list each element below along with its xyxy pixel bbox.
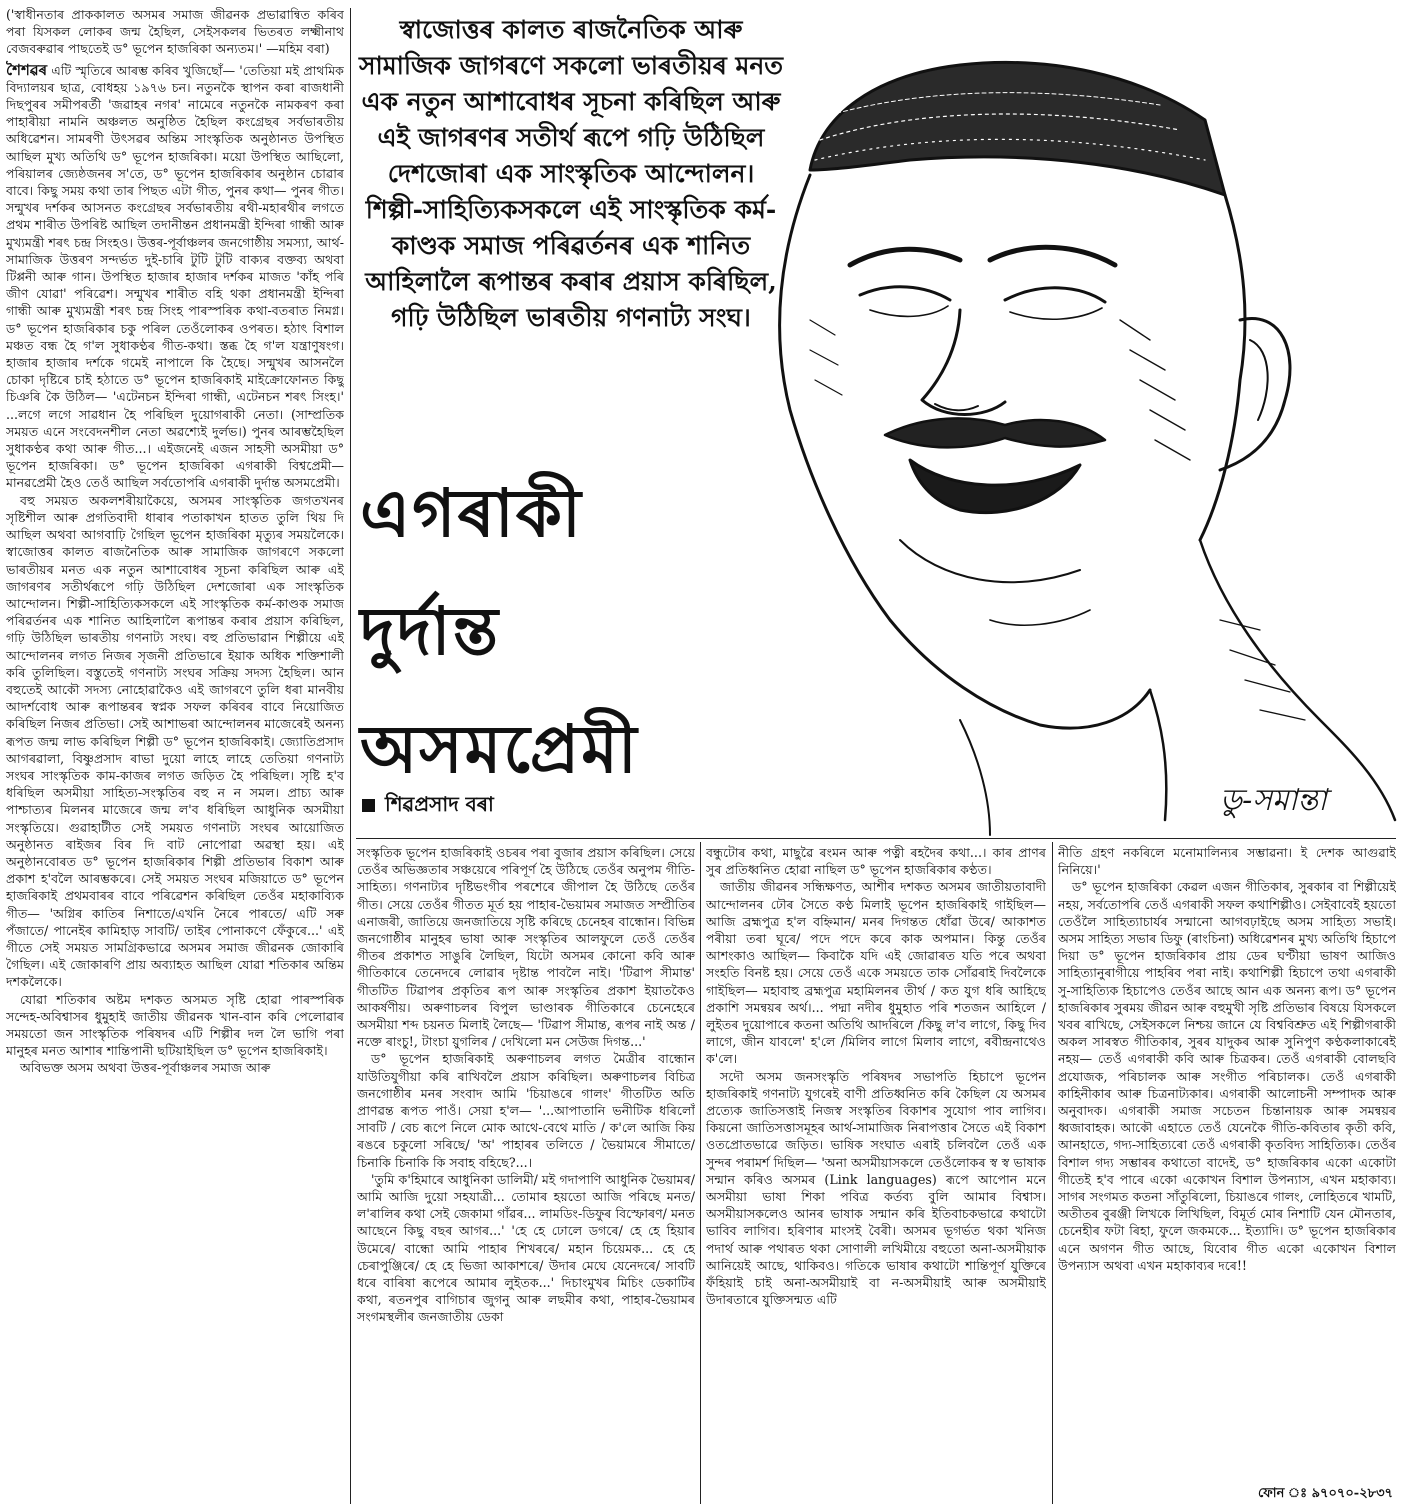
column-rule	[350, 8, 351, 1504]
artist-signature: ডু-সমান্তা	[1220, 783, 1327, 818]
paragraph: বন্ধুটোৰ কথা, মাছুৱৈ ৰংমন আৰু পত্নী ৰহদৈৰ কথা...। কাৰ প্ৰাণৰ সুৰ প্ৰতিধ্বনিত হোৱা নাছিল ড° ভূপেন হাজৰিকাৰ কণ্ঠত।	[706, 845, 1046, 878]
headline-line: দুৰ্দান্ত	[360, 592, 500, 670]
column-rule	[700, 842, 701, 1504]
article-column-2	[357, 844, 695, 1504]
article-column-4	[1058, 844, 1396, 1484]
byline	[362, 790, 494, 823]
nose	[922, 310, 1005, 415]
pull-quote: স্বাজোত্তৰ কালত ৰাজনৈতিক আৰু সামাজিক জাগৰণে সকলো ভাৰতীয়ৰ মনত এক নতুন আশাবোধৰ সূচনা কৰিছিল আৰু এই জাগৰণৰ সতীৰ্থ ৰূপে গঢ়ি উঠিছিল দেশজোৰা এক সাংস্কৃতিক আন্দোলন। শিল্পী-সাহিত্যিকসকলে এই সাংস্কৃতিক কৰ্ম-কাণ্ডক সমাজ পৰিৱৰ্তনৰ এক শানিত আহিলালৈ ৰূপান্তৰ কৰাৰ প্ৰয়াস কৰিছিল, গঢ়ি উঠিছিল ভাৰতীয় গণনাট্য সংঘ।	[358, 15, 784, 332]
cap-outline	[810, 62, 1225, 195]
author-name: শিৱপ্ৰসাদ বৰা	[385, 792, 494, 816]
paragraph: সদৌ অসম জনসংস্কৃতি পৰিষদৰ সভাপতি হিচাপে ভূপেন হাজৰিকাই গণনাট্য যুগৰেই বাণী প্ৰতিধ্বনিত কৰি কৈছিল যে অসমৰ প্ৰত্যেক জাতিসত্তাই নিজস্ব সংস্কৃতিৰ বিকাশৰ সুযোগ পাব লাগিব। কিয়নো জাতিসত্তাসমূহৰ আৰ্থ-সামাজিক নিৰাপত্তাৰ সৈতে এই বিকাশ ওতপ্ৰোতভাৱে জড়িত। ভাষিক সংঘাত এৰাই চলিবলৈ তেওঁ এক সুন্দৰ পৰামৰ্শ দিছিল— 'অনা অসমীয়াসকলে তেওঁলোকৰ স্ব স্ব ভাষাক সন্মান কৰিও অসমৰ (Link languages) ৰূপে আপোন মনে অসমীয়া ভাষা শিকা পবিত্ৰ কৰ্তব্য বুলি আমাৰ বিশ্বাস। অসমীয়াসকলেও আনৰ ভাষাক সন্মান কৰি ইতিবাচকভাৱে কথাটো ভাবিব লাগিব। হৰিণাৰ মাংসই বৈৰী। অসমৰ ভূগৰ্ভত থকা খনিজ পদাৰ্থ আৰু পথাৰত থকা সোণালী লখিমীয়ে বহুতো অনা-অসমীয়াক আনিয়েই আছে, থাকিবও। গতিকে ভাষাৰ কথাটো শান্তিপূৰ্ণ যুক্তিৰে ফঁহিয়াই চাই অনা-অসমীয়াই বা ন-অসমীয়াই আৰু অসমীয়াই উদাৰতাৰে যুক্তিসন্মত এটি	[706, 1068, 1046, 1308]
article-column-1	[6, 6, 344, 1506]
section-rule	[356, 838, 1396, 839]
neck	[1150, 690, 1166, 820]
paragraph: ড° ভূপেন হাজৰিকা কেৱল এজন গীতিকাৰ, সুৰকাৰ বা শিল্পীয়েই নহয়, সৰ্বতোপৰি তেওঁ এগৰাকী সফল কথাশিল্পীও। সেইবাবেই হয়তো তেওঁলৈ সাহিত্যাচাৰ্যৰ সন্মানো আগবঢ়াইছে অসম সাহিত্য সভাই। অসম সাহিত্য সভাৰ ডিফু (ৰাংচিনা) অধিৱেশনৰ মুখ্য অতিথি হিচাপে দিয়া ড° ভূপেন হাজৰিকাৰ প্ৰায় ডেৰ ঘণ্টীয়া ভাষণ আজিও সাহিত্যানুৰাগীয়ে পাহৰিব পৰা নাই। কথাশিল্পী হিচাপে তথা এগৰাকী সু-সাহিত্যিক হিচাপেও তেওঁৰ আছে আন এক অনন্য ৰূপ। ড° ভূপেন হাজৰিকাৰ সুৰময় জীৱন আৰু বহুমুখী সৃষ্টি প্ৰতিভাৰ বিষয়ে যিসকলে খবৰ ৰাখিছে, সেইসকলে নিশ্চয় জানে যে বিশ্ববিশ্ৰুত এই শিল্পীগৰাকী অকল সাৰস্বত গীতিকাৰ, সুৰৰ যাদুকৰ আৰু সুনিপুণ কণ্ঠকলাকাৰেই নহয়— তেওঁ এগৰাকী কবি আৰু চিত্ৰকৰ। তেওঁ এগৰাকী বোলছবি প্ৰযোজক, পৰিচালক আৰু সংগীত পৰিচালক। তেওঁ এগৰাকী কাহিনীকাৰ আৰু চিত্ৰনাট্যকাৰ। এগৰাকী আলোচনী সম্পাদক আৰু অনুবাদক। এগৰাকী সমাজ সচেতন চিন্তানায়ক আৰু সমন্বয়ৰ ধ্বজাবাহক। আকৌ এহাতে তেওঁ যেনেকৈ গীতি-কবিতাৰ কৃতী কবি, আনহাতে, গদ্য-সাহিত্যৰো তেওঁ এগৰাকী কৃতবিদ্য সাহিত্যিক। তেওঁৰ বিশাল গদ্য সম্ভাৰৰ কথাতো বাদেই, ড° হাজৰিকাৰ একো একোটা গীতেই হ'ব পাৰে একো একোখন বিশাল উপন্যাস, এখন মহাকাব্য। সাগৰ সংগমত কতনা সাঁতুৰিলো, চিয়াঙৰে গালং, লোহিতৰে খামটি, অতীতৰ বুৰঞ্জী লিখকে লিখিছিল, বিমূৰ্ত মোৰ নিশাটি যেন মৌনতাৰ, চেনেহীৰ ফটা ৰিহা, ফুলে জকমকে... ইত্যাদি। ড° ভূপেন হাজৰিকাৰ এনে অগণন গীত আছে, যিবোৰ গীত একো একোখন বিশাল উপন্যাস অথবা এখন মহাকাব্যৰ দৰে!!	[1058, 879, 1396, 1273]
phone-number: ফোন ঃ ৯৭০৭০-২৮৩৭	[1258, 1486, 1393, 1501]
paragraph-text: এটি স্মৃতিৰে আৰম্ভ কৰিব খুজিছোঁ— 'তেতিয়া মই প্ৰাথমিক বিদ্যালয়ৰ ছাত্ৰ, বোধহয় ১৯৭৬ চন। নতুনকৈ স্থাপন কৰা ৰাজধানী দিছপুৰৰ সমীপৰৰ্তী 'জৱাহৰ নগৰ' নামেৰে নতুনকৈ নামকৰণ কৰা পাহাৰীয়া নামনি অঞ্চলত অনুষ্ঠিত হৈছিল কংগ্ৰেছৰ সৰ্বভাৰতীয় অধিৱেশন। সামৰণী উৎসৱৰ অন্তিম সাংস্কৃতিক অনুষ্ঠানত উপস্থিত আছিল মুখ্য অতিথি ড° ভূপেন হাজৰিকা। ময়ো উপস্থিত আছিলো, পৰিয়ালৰ জ্যেষ্ঠজনৰ স'তে, ড° ভূপেন হাজৰিকাৰ অনুষ্ঠান চোৱাৰ বাবে। কিছু সময় কথা তাৰ পিছত এটা গীত, পুনৰ কথা— পুনৰ গীত। সন্মুখৰ দৰ্শকৰ আসনত কংগ্ৰেছৰ সৰ্বভাৰতীয় ৰথী-মহাৰথীৰ লগতে প্ৰথম শাৰীত উপৰিষ্ট আছিল তদানীন্তন প্ৰধানমন্ত্ৰী ইন্দিৰা গান্ধী আৰু মুখ্যমন্ত্ৰী শৰৎ চন্দ্ৰ সিংহও। উত্তৰ-পূৰ্বাঞ্চলৰ জনগোষ্ঠীয় সমস্যা, আৰ্থ-সামাজিক উত্তৰণ সন্দৰ্ভত দুই-চাৰি টুটি টুটি বাক্যৰ বক্তব্য অথবা টিপ্পনী আৰু গান। উপস্থিত হাজাৰ হাজাৰ দৰ্শকৰ মাজত 'কাঁহ পৰি জীণ যোৱা' পৰিৱেশ। সন্মুখৰ শাৰীত বহি থকা প্ৰধানমন্ত্ৰী ইন্দিৰা গান্ধী আৰু মুখ্যমন্ত্ৰী শৰৎ চন্দ্ৰ সিংহ পাৰস্পৰিক কথা-বতৰাত নিমগ্ন। ড° ভূপেন হাজৰিকাৰ চকু পৰিল তেওঁলোকৰ ওপৰত। হঠাৎ বিশাল মঞ্চত বন্ধ হৈ গ'ল সুধাকণ্ঠৰ গীত-কথা। স্তব্ধ হৈ গ'ল যন্ত্ৰাণুষংগ। হাজাৰ হাজাৰ দৰ্শকে গমেই নাপালে কি হৈছে। সন্মুখৰ আসনলৈ চোকা দৃষ্টিৰে চাই হঠাতে ড° ভূপেন হাজৰিকাই মাইক্ৰোফোনত কিছু চিঞৰি কৈ উঠিল— 'এটেনচন ইন্দিৰা গান্ধী, এটেনচন শৰৎ সিংহ।' ...লগে লগে সাৱধান হৈ পৰিছিল দুয়োগৰাকী নেতা। (সাম্প্ৰতিক সময়ত এনে সংবেদনশীল নেতা অৱশ্যেই দুৰ্লভ।) পুনৰ আৰম্ভহৈছিল সুধাকণ্ঠৰ কথা আৰু গীত...। এইজনেই এজন সাহসী অসমীয়া ড° ভূপেন হাজৰিকা। ড° ভূপেন হাজৰিকা এগৰাকী বিশ্বপ্ৰেমী— মানৱপ্ৰেমী হৈও তেওঁ আছিল সৰ্বতোপৰি এগৰাকী দুৰ্দান্ত অসমপ্ৰেমী।	[6, 62, 344, 491]
article-column-3	[706, 844, 1046, 1504]
byline-marker	[362, 799, 375, 812]
paragraph: সংস্কৃতিক ভূপেন হাজৰিকাই ওচৰৰ পৰা বুজাৰ প্ৰয়াস কৰিছিল। সেয়ে তেওঁৰ অভিজ্ঞতাৰ সঞ্চয়েৰে পৰিপূৰ্ণ হৈ উঠিছে তেওঁৰ অনুপম গীতি-সাহিত্য। গণনাট্যৰ দৃষ্টিভংগীৰ পৰশেৰে জীপাল হৈ উঠিছে তেওঁৰ গীত। সেয়ে তেওঁৰ গীতত মূৰ্ত হয় পাহাৰ-ভৈয়ামৰ সমাজত সম্প্ৰীতিৰ এনাজৰী, জাতিয়ে জনজাতিয়ে সৃষ্টি কৰিছে চেনেহৰ বান্ধোন। বিভিন্ন জনগোষ্ঠীৰ মানুহৰ ভাষা আৰু সংস্কৃতিৰ আলফুলে তেওঁ তেওঁৰ গীতৰ প্ৰকাশত সাঙুৰি লৈছিল, যিটো অসমৰ কোনো কবি আৰু গীতিকাৰে তেনেদৰে লোৱাৰ দৃষ্টান্ত পাবলৈ নাই। 'টিৱাপ সীমান্ত' গীতটিত টিৱাপৰ প্ৰকৃতিৰ ৰূপ আৰু সংস্কৃতিৰ প্ৰকাশ ইয়াতকৈও আকৰ্ষণীয়। অৰুণাচলৰ বিপুল ভাণ্ডাৰক গীতিকাৰে চেনেহেৰে অসমীয়া শব্দ চয়নত মিলাই লৈছে— 'টিৱাপ সীমান্ত, ৰূপৰ নাই অন্ত / নক্তে ৰাংচু!, টাংচা য়ুগলিৰ / দেখিলো মন সেউজ দিগন্ত...'	[357, 845, 695, 1050]
paragraph: জাতীয় জীৱনৰ সন্ধিক্ষণত, আশীৰ দশকত অসমৰ জাতীয়তাবাদী আন্দোলনৰ ঢৌৰ সৈতে কণ্ঠ মিলাই ভূপেন হাজৰিকাই গাইছিল— আজি ব্ৰহ্মপুত্ৰ হ'ল বহ্নিমান/ মনৰ দিগন্তত ধোঁৱা উৰে/ আকাশত পৰীয়া তৰা ঘূৰে/ পদে পদে কৰে কাক অপমান। কিন্তু তেওঁৰ আশংকাও আছিল— কিবাকৈ যদি এই জোৱাৰত যতি পৰে অথবা সংহতি বিনষ্ট হয়। সেয়ে তেওঁ একে সময়তে তাক সোঁৱৰাই দিবলৈকে গাইছিল— মহাবাহু ব্ৰহ্মপুত্ৰ মহামিলনৰ তীৰ্থ / কত যুগ ধৰি আহিছে প্ৰকাশি সমন্বয়ৰ অৰ্থ।... পদ্মা নদীৰ ধুমুহাত পৰি শতজন আহিলে / লুইতৰ দুয়োপাৰে কতনা অতিথি আদৰিলে /কিছু ল'ব লাগে, কিছু দিব লাগে, জীন যাবলে' হ'লে /মিলিব লাগে মিলাব লাগে, ৰবীন্দ্ৰনাথেও ক'লে।	[706, 879, 1046, 1067]
headline	[360, 454, 780, 808]
mouth	[910, 460, 1080, 513]
paragraph	[6, 62, 344, 492]
paragraph: অবিভক্ত অসম অথবা উত্তৰ-পূৰ্বাঞ্চলৰ সমাজ আৰু	[20, 1060, 271, 1076]
paragraph: নীতি গ্ৰহণ নকৰিলে মনোমালিন্যৰ সম্ভাৱনা। ই দেশক আগুৱাই নিনিয়ে।'	[1058, 845, 1396, 878]
paragraph: যোৱা শতিকাৰ অষ্টম দশকত অসমত সৃষ্টি হোৱা পাৰস্পৰিক সন্দেহ-অবিশ্বাসৰ ধুমুহাই জাতীয় জীৱনক খান-বান কৰি পেলোৱাৰ সময়তো জন সাংস্কৃতিক পৰিষদৰ এটি শিল্পীৰ দল লৈ ভাগি পৰা মানুহৰ মনত আশাৰ শান্তিপানী ছটিয়াইছিল ড° ভূপেন হাজৰিকাই।	[6, 991, 344, 1059]
paragraph: বহু সময়ত অকলশৰীয়াকৈয়ে, অসমৰ সাংস্কৃতিক জগতখনৰ সৃষ্টিশীল আৰু প্ৰগতিবাদী ধাৰাৰ পতাকাখন হাতত তুলি থিয় দি আছিল অথবা আগবাঢ়ি গৈছিল ভূপেন হাজৰিকা মৃত্যুৰ সময়লৈকে। স্বাজোত্তৰ কালত ৰাজনৈতিক আৰু সামাজিক জাগৰণে সকলো ভাৰতীয়ৰ মনত এক নতুন আশাবোধৰ সূচনা কৰিছিল আৰু এই জাগৰণৰ সতীৰ্থৰূপে গঢ়ি উঠিছিল দেশজোৰা এক সাংস্কৃতিক আন্দোলন। শিল্পী-সাহিত্যিকসকলে এই সাংস্কৃতিক কৰ্ম-কাণ্ডক সমাজ পৰিৱৰ্তনৰ এক শানিত আহিলালৈ ৰূপান্তৰ কৰাৰ প্ৰয়াস কৰিছিল, গঢ়ি উঠিছিল ভাৰতীয় গণনাট্য সংঘ। বহু প্ৰতিভাৱান শিল্পীয়ে এই আন্দোলনৰ লগত নিজৰ সৃজনী প্ৰতিভাৰে ইয়াক অধিক শক্তিশালী কৰি তুলিছিল। বস্তুতেই গণনাট্য সংঘৰ সক্ৰিয় সদস্য হৈছিল। আন বহুতেই আকৌ সদস্য নোহোৱাকৈও এই জাগৰণে তুলি ধৰা মানবীয় আদৰ্শবোধ আৰু ৰূপান্তৰৰ স্বপ্নক সফল কৰিবৰ বাবে নিয়োজিত কৰিছিল নিজৰ প্ৰতিভা। সেই আশাভৰা আন্দোলনৰ মাজেৰেই অনন্য ৰূপত জন্ম লাভ কৰিছিল শিল্পী ড° ভূপেন হাজৰিকাই। জ্যোতিপ্ৰসাদ আগৰৱালা, বিষ্ণুপ্ৰসাদ ৰাভা দুয়ো লাহে লাহে তেতিয়া গণনাট্য সংঘৰ সাংস্কৃতিক কাম-কাজৰ লগত জড়িত হৈ পৰিছিল। সৃষ্টি হ'ব ধৰিছিল অসমীয়া সাহিত্য-সংস্কৃতিৰ বহু ন ন সমল। প্ৰাচ্য আৰু পাশ্চাত্যৰ মিলনৰ মাজেৰে জন্ম ল'ব ধৰিছিল আধুনিক অসমীয়া সংস্কৃতিয়ে। গুৱাহাটীত সেই সময়ত গণনাট্য সংঘৰ আয়োজিত অনুষ্ঠানত ৰাইজৰ বিৰ দি বাট নোপোৱা অৱস্থা হয়। এই অনুষ্ঠানবোৰত ড° ভূপেন হাজৰিকাৰ শিল্পী প্ৰতিভাৰ বিকাশ আৰু প্ৰকাশ হ'বলৈ আৰম্ভকৰে। সেই সময়ত সংঘৰ মজিয়াতে ড° ভূপেন হাজৰিকাই প্ৰথমবাৰৰ বাবে পৰিৱেশন কৰিছিল তেওঁৰ মহাকাব্যিক গীত— 'অগ্নিৰ কাতিৰ নিশাতে/এখনি নৈৰে পাৰতে/ এটি সৰু পঁজাতে/ পানেইৰ কামিহাড় সাবটি/ তাইৰ পোনাকণে ফেঁকুৰে...' এই গীতে সেই সময়ত সামগ্ৰিকভাৱে অসমৰ সমাজ জীৱনক জোকাৰি গৈছিল। এই জোকাৰণি প্ৰায় অব্যাহত আছিল যোৱা শতিকাৰ অন্তিম দশকলৈকে।	[6, 492, 344, 990]
paragraph: ড° ভূপেন হাজৰিকাই অৰুণাচলৰ লগত মৈত্ৰীৰ বান্ধোন যাউতিযুগীয়া কৰি ৰাখিবলৈ প্ৰয়াস কৰিছিল। অৰুণাচলৰ বিচিত্ৰ জনগোষ্ঠীৰ মনৰ সংবাদ আমি 'চিয়াঙৰে গালং' গীতটিত অতি প্ৰাণৱন্ত ৰূপত পাওঁ। সেয়া হ'ল— '...আপাতানি ভনীটিক ধৰিলোঁ সাবটি / বেচ ৰূপে নিলে মোক আথে-বেথে মাতি / ক'লে আজি কিয় ৰঙৰে চকুলো সৰিছে/ 'অ' পাহাৰৰ তলিতে / ভৈয়ামৰে সীমাতে/ চিনাকি চিনাকি কি সবাহ বহিছে?...।	[357, 1051, 695, 1170]
headline-line: এগৰাকী	[360, 474, 583, 552]
headline-line: অসমপ্ৰেমী	[360, 710, 639, 788]
paragraph: 'তুমি ক'হিমাৰে আধুনিকা ডালিমী/ মই গদাপাণি আধুনিক ভৈয়ামৰ/ আমি আজি দুয়ো সহযাত্ৰী... তোমাৰ হয়তো আজি পৰিছে মনত/ ল'ৰালিৰ কথা সেই জেকামা গাঁৱৰ... লামডিং-ডিফুৰ বিস্ফোৰণ/ মনত আছেনে কিছু বছৰ আগৰ...' 'হে হে ঢোলে ডগৰে/ হে হে হিয়াৰ উমেৰে/ বান্ধো আমি পাহাৰ শিখৰৰে/ মহান চিয়েমক... হে হে চেৰাপুঞ্জিৰে/ হে হে ভিজা আকাশৰে/ উদাৰ মেঘে যেনেদৰে/ সাবটি ধৰে বাৰিষা ৰূপেৰে আমাৰ লুইতক...' দিচাংমুখৰ মিচিং ডেকাটিৰ কথা, ৰতনপুৰ বাগিচাৰ জুগনু আৰু লছমীৰ কথা, পাহাৰ-ভৈয়ামৰ সংগমস্থলীৰ জনজাতীয় ডেকা	[357, 1171, 695, 1325]
lead-word: শৈশৱৰ	[6, 60, 48, 79]
column-rule	[1052, 842, 1053, 1504]
moustache	[885, 418, 1105, 447]
epigraph: ('স্বাধীনতাৰ প্ৰাককালত অসমৰ সমাজ জীৱনক প্ৰভাৱান্বিত কৰিব পৰা যিসকল লোকৰ জন্ম হৈছিল, সেইসকলৰ ভিতৰত লক্ষ্মীনাথ বেজবৰুৱাৰ পাছতেই ড° ভূপেন হাজৰিকা অন্যতম।' —মহিম বৰা)	[6, 7, 344, 57]
